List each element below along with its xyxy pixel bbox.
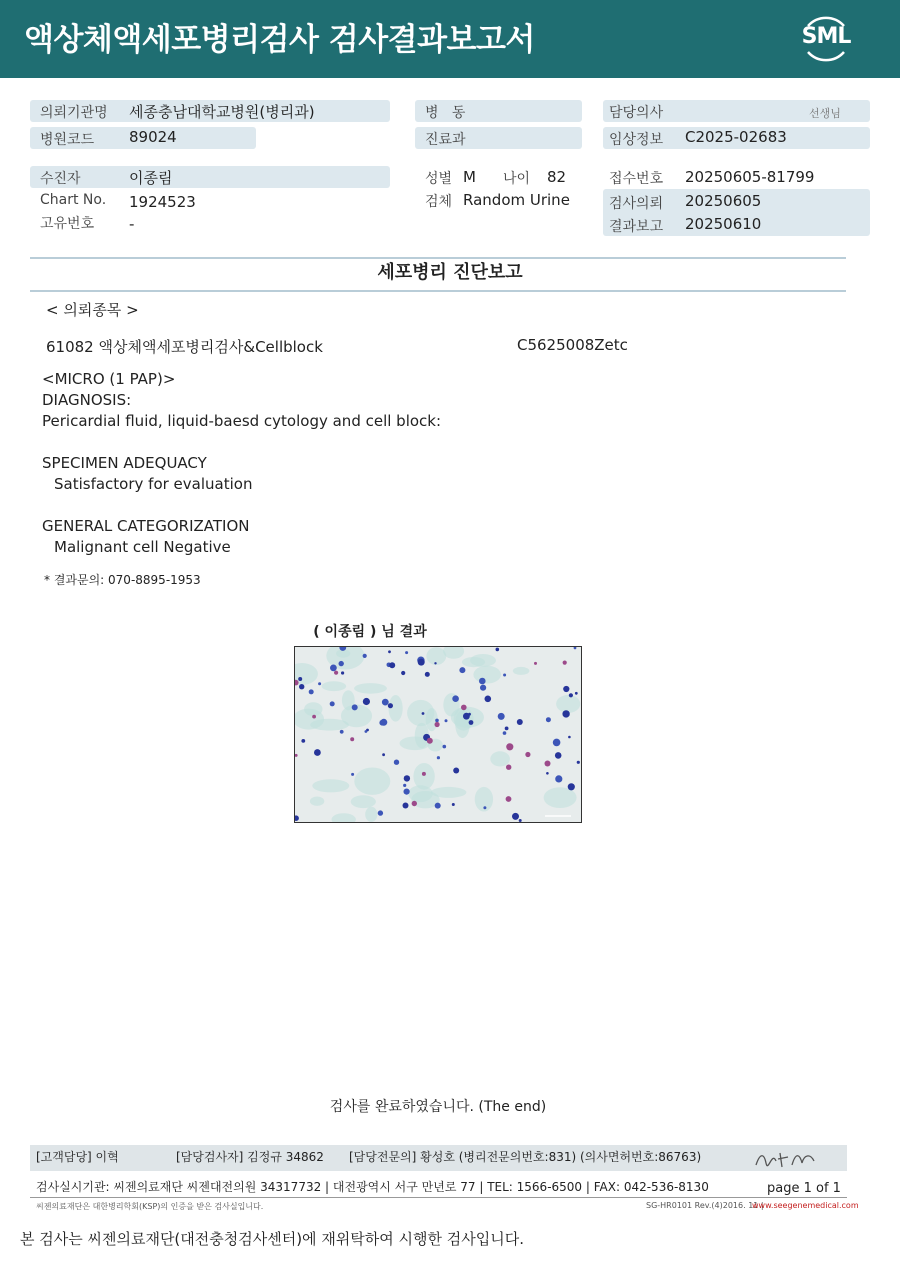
website-link[interactable]: www.seegenemedical.com xyxy=(752,1201,859,1210)
cell-nucleus xyxy=(563,686,569,692)
end-statement: 검사를 완료하였습니다. (The end) xyxy=(329,1099,547,1115)
cell-nucleus xyxy=(506,765,511,770)
cell-nucleus xyxy=(480,685,486,691)
cell-nucleus xyxy=(534,662,537,665)
cell-nucleus xyxy=(418,659,425,666)
cell-cytoplasm xyxy=(332,813,356,822)
patient-field xyxy=(30,166,390,188)
cell-cytoplasm xyxy=(431,787,467,798)
cell-nucleus xyxy=(363,654,367,658)
patient-label: 수진자 xyxy=(40,171,81,187)
cell-nucleus xyxy=(340,730,344,734)
cell-nucleus xyxy=(295,754,298,757)
cytology-cells-image xyxy=(295,647,581,822)
form-code: SG-HR0101 Rev.(4)2016. 11 | xyxy=(646,1201,764,1210)
cell-cytoplasm xyxy=(351,795,376,808)
cell-nucleus xyxy=(563,661,567,665)
cell-nucleus xyxy=(498,713,505,720)
patient-value: 이종림 xyxy=(129,169,173,187)
signature-image xyxy=(752,1147,822,1175)
cell-nucleus xyxy=(435,803,441,809)
cell-nucleus xyxy=(525,752,530,757)
cell-cytoplasm xyxy=(354,768,390,795)
hospital-code-label: 병원코드 xyxy=(40,132,95,148)
cell-nucleus xyxy=(405,651,408,654)
cell-nucleus xyxy=(506,743,513,750)
cell-cytoplasm xyxy=(304,702,322,716)
sex-label: 성별 xyxy=(425,171,453,187)
cell-cytoplasm xyxy=(462,657,485,667)
adequacy-heading: SPECIMEN ADEQUACY xyxy=(42,454,207,472)
cell-nucleus xyxy=(461,705,467,711)
requesting-org-value: 세종충남대학교병원(병리과) xyxy=(129,103,315,121)
cell-nucleus xyxy=(562,710,569,717)
test-name: 61082 액상체액세포병리검사&Cellblock xyxy=(46,338,323,356)
doctor-suffix: 선생님 xyxy=(809,107,841,120)
page-number: page 1 of 1 xyxy=(767,1181,841,1196)
cell-nucleus xyxy=(505,727,509,731)
cell-nucleus xyxy=(339,661,344,666)
test-code: C5625008Zetc xyxy=(517,336,628,354)
request-items-heading: < 의뢰종목 > xyxy=(46,301,139,319)
cell-nucleus xyxy=(453,768,459,774)
cell-nucleus xyxy=(404,789,410,795)
cell-nucleus xyxy=(394,760,399,765)
cell-nucleus xyxy=(382,699,389,706)
cell-nucleus xyxy=(555,752,562,759)
cell-cytoplasm xyxy=(426,647,446,665)
age-label: 나이 xyxy=(503,171,531,187)
cell-nucleus xyxy=(334,671,338,675)
cell-cytoplasm xyxy=(556,695,580,713)
cell-nucleus xyxy=(309,689,314,694)
cell-nucleus xyxy=(468,713,471,716)
signature-scribble-icon xyxy=(752,1147,822,1171)
report-header xyxy=(0,0,900,78)
cell-nucleus xyxy=(404,775,410,781)
age-value: 82 xyxy=(547,168,567,186)
technician: [담당검사자] 김정규 34862 xyxy=(176,1150,324,1164)
cell-nucleus xyxy=(545,761,551,767)
diagnosis-report-title: 세포병리 진단보고 xyxy=(377,262,523,283)
cell-nucleus xyxy=(577,761,580,764)
cell-nucleus xyxy=(485,696,492,703)
diagnosis-text: Pericardial fluid, liquid-baesd cytology and cell block: xyxy=(42,412,442,430)
request-date-value: 20250605 xyxy=(685,192,762,210)
cell-nucleus xyxy=(389,662,395,668)
cell-nucleus xyxy=(459,667,465,673)
cell-cytoplasm xyxy=(513,667,530,675)
cell-nucleus xyxy=(422,772,426,776)
ward-label: 병 동 xyxy=(425,105,466,121)
chart-no-value: 1924523 xyxy=(129,193,196,211)
cell-nucleus xyxy=(496,648,500,652)
cell-cytoplasm xyxy=(389,695,403,722)
cell-nucleus xyxy=(568,736,571,739)
cell-nucleus xyxy=(479,678,486,685)
cell-nucleus xyxy=(546,772,549,775)
cell-nucleus xyxy=(443,745,447,749)
cell-nucleus xyxy=(445,719,448,722)
cell-nucleus xyxy=(351,773,354,776)
cell-nucleus xyxy=(452,695,459,702)
cell-nucleus xyxy=(425,672,430,677)
logo-text: SML xyxy=(801,24,851,49)
cell-nucleus xyxy=(434,662,436,664)
certification-note: 씨젠의료재단은 대한병리학회(KSP)의 인증을 받은 검사실입니다. xyxy=(36,1202,264,1211)
categorization-heading: GENERAL CATEGORIZATION xyxy=(42,517,250,535)
cell-nucleus xyxy=(506,796,512,802)
cell-nucleus xyxy=(314,749,321,756)
cell-nucleus xyxy=(435,722,440,727)
cell-nucleus xyxy=(403,784,406,787)
cell-nucleus xyxy=(330,665,337,672)
cell-nucleus xyxy=(412,801,417,806)
cell-nucleus xyxy=(403,803,409,809)
specimen-label: 검체 xyxy=(425,194,453,210)
cell-nucleus xyxy=(363,698,370,705)
cell-nucleus xyxy=(575,692,578,695)
institution-info: 검사실시기관: 씨젠의료재단 씨젠대전의원 34317732 | 대전광역시 서구 만년로 77 | TEL: 1566-6500 | FAX: 042-536-8130 xyxy=(36,1180,709,1194)
cell-nucleus xyxy=(318,682,321,685)
cell-cytoplasm xyxy=(473,666,501,684)
cell-nucleus xyxy=(382,753,385,756)
report-date-value: 20250610 xyxy=(685,215,762,233)
cell-nucleus xyxy=(299,684,304,689)
cell-cytoplasm xyxy=(312,779,349,792)
specimen-value: Random Urine xyxy=(463,191,570,209)
cell-nucleus xyxy=(295,815,299,821)
cell-nucleus xyxy=(365,730,368,733)
cell-nucleus xyxy=(341,671,344,674)
cell-nucleus xyxy=(555,775,562,782)
cell-nucleus xyxy=(312,715,316,719)
cell-nucleus xyxy=(568,783,575,790)
cell-nucleus xyxy=(350,737,354,741)
cell-nucleus xyxy=(483,806,486,809)
clinical-info-value: C2025-02683 xyxy=(685,128,787,146)
cell-nucleus xyxy=(512,813,519,820)
unique-no-value: - xyxy=(129,215,135,233)
footer-rule xyxy=(30,1197,847,1198)
request-date-label: 검사의뢰 xyxy=(609,196,664,212)
specialist: [담당전문의] 황성호 (병리전문의번호:831) (의사면허번호:86763) xyxy=(349,1150,702,1164)
cell-nucleus xyxy=(330,701,335,706)
contact-note: * 결과문의: 070-8895-1953 xyxy=(44,573,201,587)
cell-nucleus xyxy=(517,719,523,725)
categorization-text: Malignant cell Negative xyxy=(54,538,231,556)
cell-nucleus xyxy=(378,810,383,815)
chart-no-label: Chart No. xyxy=(40,192,107,208)
sml-logo xyxy=(798,10,854,66)
hospital-code-value: 89024 xyxy=(129,128,177,146)
cytology-micrograph xyxy=(294,646,582,823)
cell-nucleus xyxy=(469,720,474,725)
report-date-label: 결과보고 xyxy=(609,219,664,235)
unique-no-label: 고유번호 xyxy=(40,216,95,232)
cell-nucleus xyxy=(553,739,561,747)
customer-rep: [고객담당] 이혁 xyxy=(36,1150,119,1164)
report-title-heading: 액상체액세포병리검사 검사결과보고서 xyxy=(24,22,535,58)
cell-nucleus xyxy=(298,677,302,681)
cell-nucleus xyxy=(388,703,393,708)
diagnosis-heading: DIAGNOSIS: xyxy=(42,391,132,409)
cell-nucleus xyxy=(569,693,573,697)
cell-nucleus xyxy=(380,719,387,726)
micro-line: <MICRO (1 PAP)> xyxy=(42,370,176,388)
cell-nucleus xyxy=(452,803,455,806)
cell-nucleus xyxy=(427,738,433,744)
adequacy-text: Satisfactory for evaluation xyxy=(54,475,253,493)
receipt-no-value: 20250605-81799 xyxy=(685,168,815,186)
sex-value: M xyxy=(463,168,476,186)
clinical-info-label: 임상정보 xyxy=(609,132,664,148)
cell-nucleus xyxy=(352,704,358,710)
requesting-org-label: 의뢰기관명 xyxy=(40,105,108,121)
cell-cytoplasm xyxy=(413,763,434,790)
cell-cytoplasm xyxy=(490,751,510,766)
cell-cytoplasm xyxy=(407,700,434,726)
image-caption: ( 이종림 ) 님 결과 xyxy=(313,624,427,640)
cell-cytoplasm xyxy=(443,647,464,659)
cell-nucleus xyxy=(519,819,522,822)
department-label: 진료과 xyxy=(425,132,466,148)
cell-nucleus xyxy=(574,647,577,649)
cell-nucleus xyxy=(401,671,405,675)
cell-nucleus xyxy=(435,719,439,723)
cell-cytoplasm xyxy=(310,797,324,806)
cell-nucleus xyxy=(503,731,507,735)
section-divider-bottom xyxy=(30,290,846,292)
receipt-no-label: 접수번호 xyxy=(609,171,664,187)
outsourcing-note: 본 검사는 씨젠의료재단(대전충청검사센터)에 재위탁하여 시행한 검사입니다. xyxy=(20,1230,524,1248)
cell-nucleus xyxy=(422,712,425,715)
doctor-label: 담당의사 xyxy=(609,105,664,121)
cell-nucleus xyxy=(388,650,391,653)
cell-cytoplasm xyxy=(354,683,387,694)
cell-nucleus xyxy=(503,674,506,677)
cell-cytoplasm xyxy=(365,807,377,822)
cell-nucleus xyxy=(546,717,551,722)
cell-nucleus xyxy=(301,739,305,743)
cell-nucleus xyxy=(437,756,440,759)
cell-cytoplasm xyxy=(322,681,347,691)
